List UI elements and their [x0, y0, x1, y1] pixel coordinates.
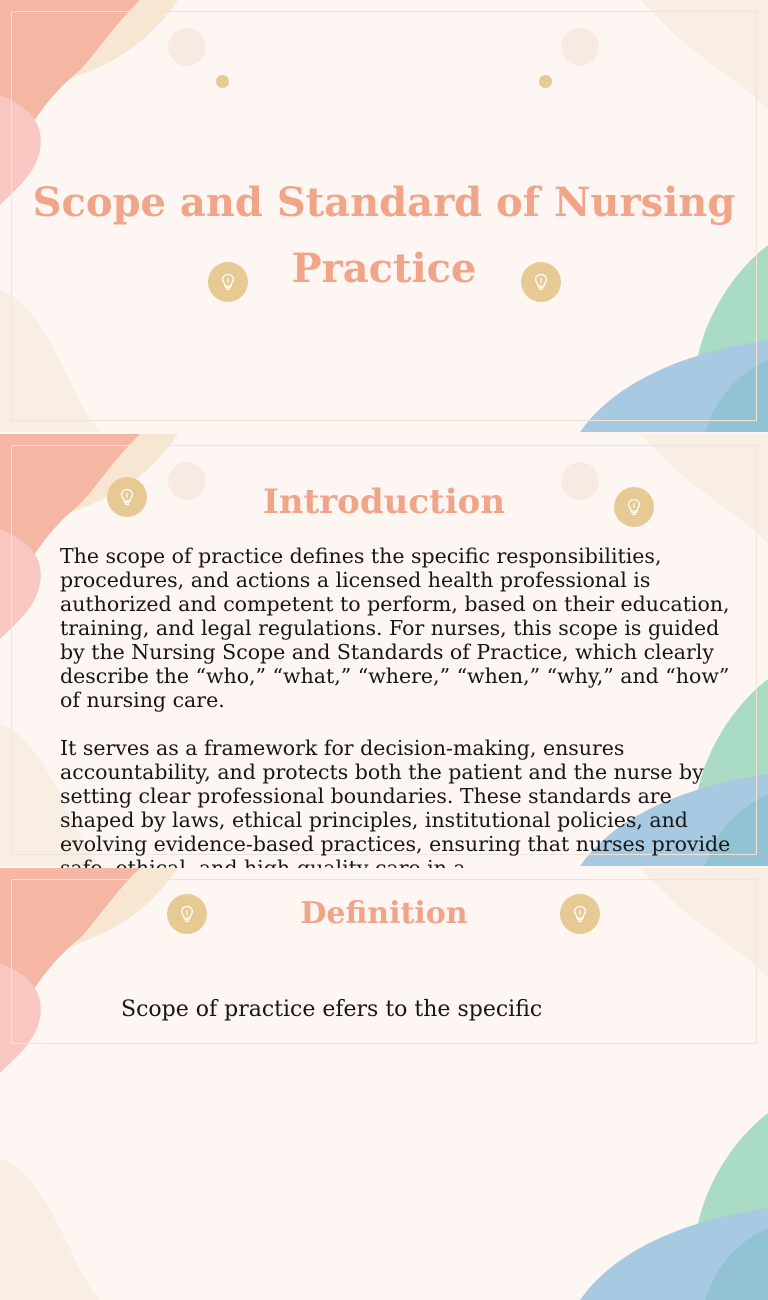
intro-paragraph-2: It serves as a framework for decision-making, ensures accountability, and protects both the patient and the nurse by setting clear professional boundaries. These standards are shaped by laws, ethical principles, institutional policies, and evolving evidence-based practices, ensuring that nurses provide — [60, 736, 731, 856]
slide-title: Definition — [300, 896, 468, 931]
decorative-dot — [216, 75, 229, 88]
intro-paragraph-1: The scope of practice defines the specific responsibilities, procedures, and actions a licensed health professional is authorized and competent to perform, based on their education, training, and legal regulations. For nurses, this scope is guided by the Nursing Scope and Standards of Practice, which clearly describe the “who,” “what,” “where,” “when,” “why,” and “how” of nursing care. — [60, 544, 730, 712]
introduction-slide — [0, 434, 768, 866]
faded-lightbulb-icon — [168, 28, 206, 66]
definition-text: Scope of practice efers to the specific — [121, 997, 543, 1022]
slide-title: Scope and Standard of Nursing Practice — [32, 179, 736, 292]
decorative-dot — [539, 75, 552, 88]
title-slide — [0, 0, 768, 432]
slide-title: Introduction — [262, 482, 506, 522]
faded-lightbulb-icon — [561, 28, 599, 66]
definition-slide — [0, 868, 768, 1024]
